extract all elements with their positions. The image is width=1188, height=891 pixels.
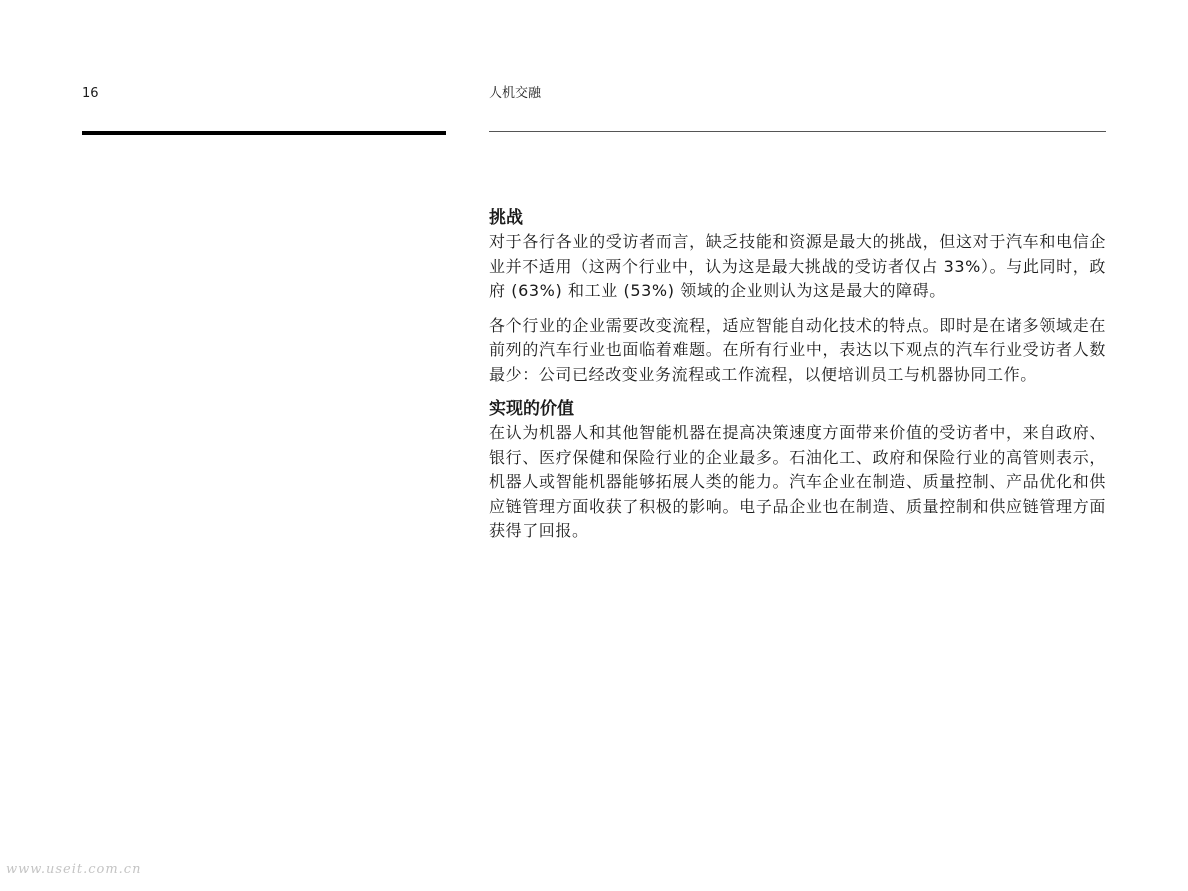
watermark: www.useit.com.cn	[6, 862, 142, 877]
section-heading-value-realized: 实现的价值	[489, 399, 574, 419]
challenges-paragraph-1: 对于各行各业的受访者而言，缺乏技能和资源是最大的挑战，但这对于汽车和电信企业并不适用（这两个行业中，认为这是最大挑战的受访者仅占 33%）。与此同时，政府 (63%) 和工业 (53%) 领域的企业则认为这是最大的障碍。	[489, 232, 1106, 300]
right-divider-rule	[489, 131, 1106, 132]
section-heading-challenges: 挑战	[489, 208, 523, 228]
value-paragraph-1: 在认为机器人和其他智能机器在提高决策速度方面带来价值的受访者中，来自政府、银行、医疗保健和保险行业的企业最多。石油化工、政府和保险行业的高管则表示，机器人或智能机器能够拓展人类的能力。汽车企业在制造、质量控制、产品优化和供应链管理方面收获了积极的影响。电子品企业也在制造、质量控制和供应链管理方面获得了回报。	[489, 423, 1106, 540]
left-divider-rule	[82, 131, 446, 135]
running-header-title: 人机交融	[489, 86, 542, 101]
page-number: 16	[82, 86, 99, 101]
challenges-paragraph-2: 各个行业的企业需要改变流程，适应智能自动化技术的特点。即时是在诸多领域走在前列的汽车行业也面临着难题。在所有行业中，表达以下观点的汽车行业受访者人数最少：公司已经改变业务流程或工作流程，以便培训员工与机器协同工作。	[489, 315, 1106, 384]
body-content	[489, 206, 1106, 544]
